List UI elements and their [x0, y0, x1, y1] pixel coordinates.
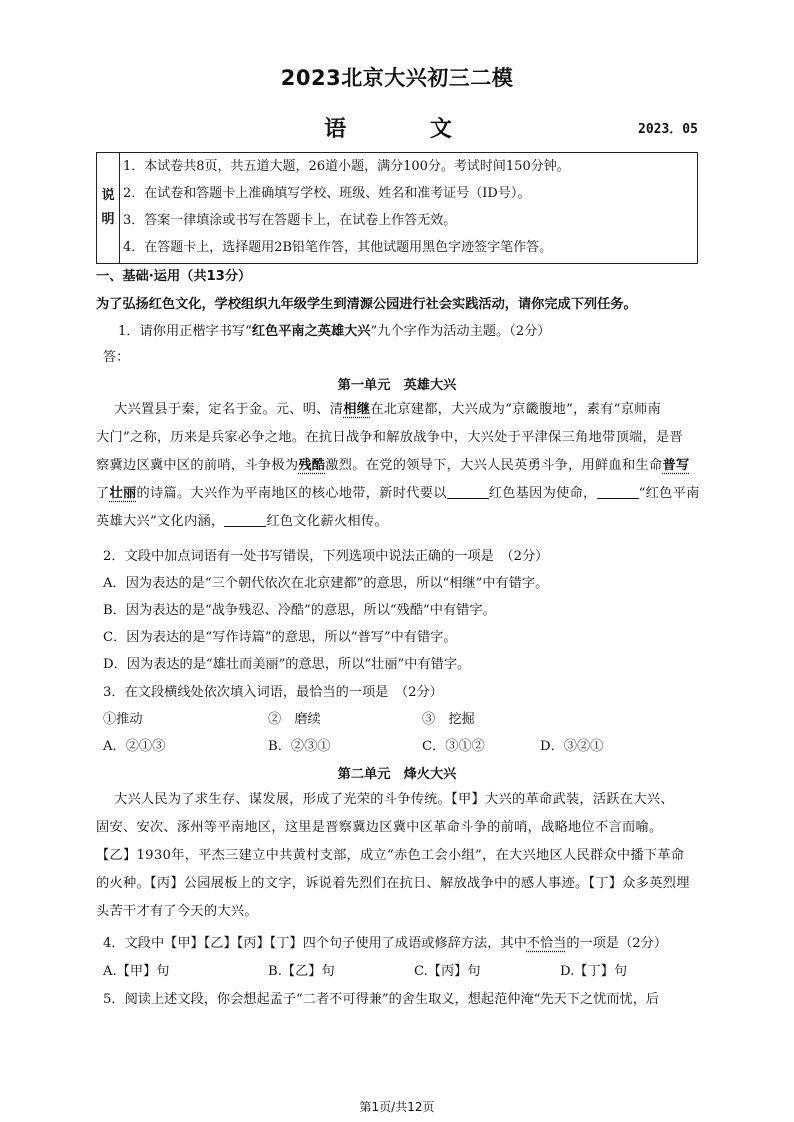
- passage-text: 红色基因为使命，: [488, 486, 597, 501]
- passage-text: 激烈。在党的领导下，大兴人民英勇斗争，用鲜血和生命: [325, 458, 663, 473]
- passage-text: 英雄大兴”文化内涵，: [96, 514, 225, 529]
- question-4-option-d: D.【丁】句: [560, 964, 628, 979]
- passage-line: 头苦干才有了今天的大兴。: [96, 904, 258, 919]
- question-2: 2．文段中加点词语有一处书写错误，下列选项中说法正确的一项是 （2分）: [103, 549, 549, 564]
- passage-line: [96, 396, 706, 424]
- section-heading: 一、基础·运用（共13分）: [96, 269, 252, 284]
- question-4: [103, 932, 667, 951]
- dotted-word: 壮丽: [109, 486, 137, 501]
- dotted-word: 残酷: [298, 458, 326, 473]
- instruction-item: 4．在答题卡上，选择题用2B铅笔作答，其他试题用黑色字迹签字笔作答。: [123, 240, 553, 255]
- question-1-text-a: 1．请你用正楷字书写“: [118, 324, 252, 339]
- instructions-label-char-2: 明: [101, 212, 115, 227]
- dotted-word: 相继: [343, 402, 371, 417]
- dotted-word: 不恰当: [526, 936, 567, 951]
- unit-2-passage: [96, 786, 706, 926]
- passage-line: [96, 508, 706, 536]
- instruction-item: 1．本试卷共8页，共五道大题，26道小题，满分100分。考试时间150分钟。: [123, 159, 570, 174]
- question-4-text: 的一项是（2分）: [566, 936, 668, 951]
- passage-line: 大门”之称，历来是兵家必争之地。在抗日战争和解放战争中，大兴处于平津保三角地带顶端，是晋: [96, 430, 683, 445]
- question-3-word-1: ①推动: [103, 712, 143, 727]
- question-3-option-c: C．③①②: [422, 739, 485, 754]
- passage-text: 大兴置县于秦，定名于金。元、明、清: [113, 402, 344, 417]
- passage-text: “红色平南: [638, 486, 700, 501]
- question-4-text: 4．文段中【甲】【乙】【丙】【丁】四个句子使用了成语或修辞方法，其中: [103, 936, 527, 951]
- instructions-label-char-1: 说: [101, 188, 115, 203]
- question-4-option-b: B.【乙】句: [268, 964, 335, 979]
- question-4-option-c: C.【丙】句: [414, 964, 481, 979]
- question-3: 3．在文段横线处依次填入词语，最恰当的一项是 （2分）: [103, 685, 443, 700]
- instruction-item: 2．在试卷和答题卡上准确填写学校、班级、姓名和准考证号（ID号）。: [123, 186, 531, 201]
- passage-line: 的火种。【丙】公园展板上的文字，诉说着先烈们在抗日、解放战争中的感人事迹。【丁】众多英烈埋: [96, 876, 690, 891]
- unit-1-passage: [96, 396, 706, 536]
- dotted-word: 普写: [662, 458, 690, 473]
- question-3-option-d: D．③②①: [540, 739, 604, 754]
- question-1-theme: 红色平南之英雄大兴: [251, 324, 371, 339]
- exam-title: 2023北京大兴初三二模: [280, 66, 514, 90]
- question-2-option-c: C．因为表达的是“写作诗篇”的意思，所以“普写”中有错字。: [103, 630, 457, 645]
- question-4-option-a: A.【甲】句: [103, 964, 170, 979]
- answer-label: 答：: [103, 350, 130, 365]
- instructions-box: [96, 152, 698, 264]
- passage-text: 的诗篇。大兴作为平南地区的核心地带，新时代要以: [136, 486, 447, 501]
- passage-text: 了: [96, 486, 110, 501]
- question-1-text-c: ”九个字作为活动主题。（2分）: [370, 324, 551, 339]
- passage-line: [96, 452, 706, 480]
- instruction-item: 3．答案一律填涂或书写在答题卡上，在试卷上作答无效。: [123, 213, 457, 228]
- question-2-option-a: A．因为表达的是“三个朝代依次在北京建都”的意思，所以“相继”中有错字。: [103, 576, 549, 591]
- passage-text: 大兴人民为了求生存、谋发展，形成了光荣的斗争传统。【甲】大兴的革命武装，活跃在大兴、: [113, 792, 674, 807]
- passage-text: 红色文化薪火相传。: [266, 514, 388, 529]
- instructions-label: [97, 153, 120, 263]
- question-3-option-a: A．②①③: [103, 739, 166, 754]
- passage-line: [96, 786, 706, 814]
- question-1: [118, 320, 550, 339]
- unit-2-heading: 第二单元 烽火大兴: [337, 767, 457, 782]
- question-5: 5．阅读上述文段，你会想起孟子“二者不可得兼”的舍生取义，想起范仲淹“先天下之忧而忧，后: [103, 992, 660, 1007]
- passage-line: 固安、安次、涿州等平南地区，这里是晋察冀边区冀中区革命斗争的前哨，战略地位不言而喻。: [96, 820, 663, 835]
- passage-text: 察冀边区冀中区的前哨，斗争极为: [96, 458, 299, 473]
- question-3-word-2: ② 磨续: [268, 712, 321, 727]
- unit-1-heading: 第一单元 英雄大兴: [337, 378, 457, 393]
- subject-title: 语 文: [324, 117, 490, 142]
- instructions-list: [123, 153, 693, 261]
- fill-blank: [447, 484, 489, 499]
- section-intro: 为了弘扬红色文化，学校组织九年级学生到清源公园进行社会实践活动，请你完成下列任务。: [96, 297, 637, 312]
- exam-date: 2023．05: [638, 122, 698, 137]
- question-3-option-b: B．②③①: [268, 739, 331, 754]
- passage-line: [96, 480, 706, 508]
- fill-blank: [224, 512, 266, 527]
- passage-line: 【乙】1930年，平杰三建立中共黄村支部，成立“赤色工会小组”，在大兴地区人民群众中播下革命: [96, 848, 685, 863]
- page-number: 第1页/共12页: [359, 1100, 435, 1114]
- fill-blank: [597, 484, 639, 499]
- question-2-option-b: B．因为表达的是“战争残忍、冷酷”的意思，所以“残酷”中有错字。: [103, 603, 496, 618]
- question-3-word-3: ③ 挖掘: [422, 712, 475, 727]
- passage-text: 在北京建都，大兴成为“京畿腹地”，素有“京师南: [370, 402, 662, 417]
- question-2-option-d: D．因为表达的是“雄壮而美丽”的意思，所以“壮丽”中有错字。: [103, 657, 471, 672]
